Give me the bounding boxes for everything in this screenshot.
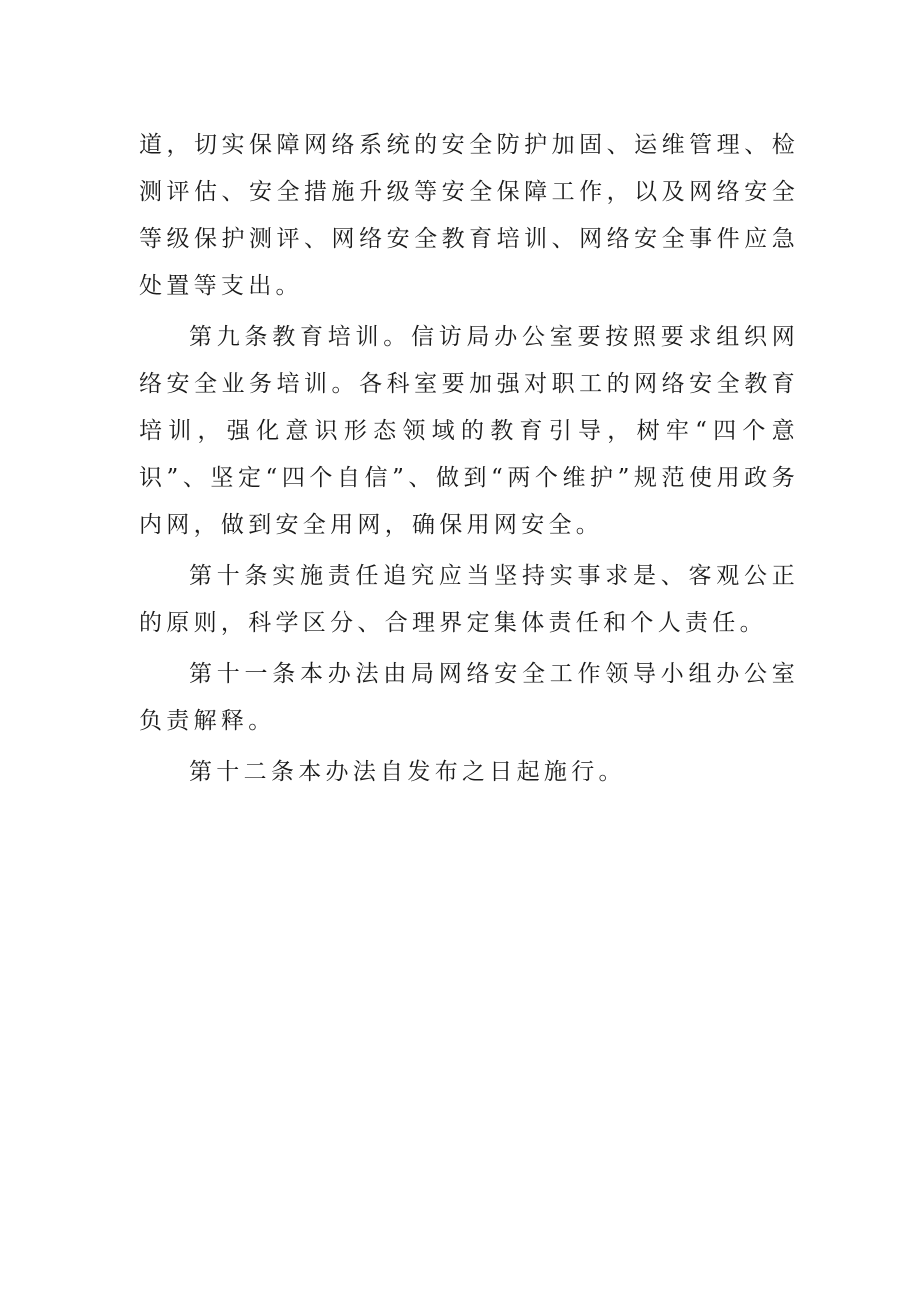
article-9-paragraph: 第九条教育培训。信访局办公室要按照要求组织网络安全业务培训。各科室要加强对职工的网络安全教育培训，强化意识形态领域的教育引导，树牢“四个意识”、坚定“四个自信”、做到“两个维护”规范使用政务内网，做到安全用网，确保用网安全。 <box>139 324 799 538</box>
document-body <box>139 122 799 796</box>
article-10-paragraph: 第十条实施责任追究应当坚持实事求是、客观公正的原则，科学区分、合理界定集体责任和个人责任。 <box>139 563 799 636</box>
article-11-paragraph: 第十一条本办法由局网络安全工作领导小组办公室负责解释。 <box>139 661 799 734</box>
article-12-paragraph: 第十二条本办法自发布之日起施行。 <box>189 759 626 785</box>
paragraph-continued: 道，切实保障网络系统的安全防护加固、运维管理、检测评估、安全措施升级等安全保障工作，以及网络安全等级保护测评、网络安全教育培训、网络安全事件应急处置等支出。 <box>139 132 799 299</box>
